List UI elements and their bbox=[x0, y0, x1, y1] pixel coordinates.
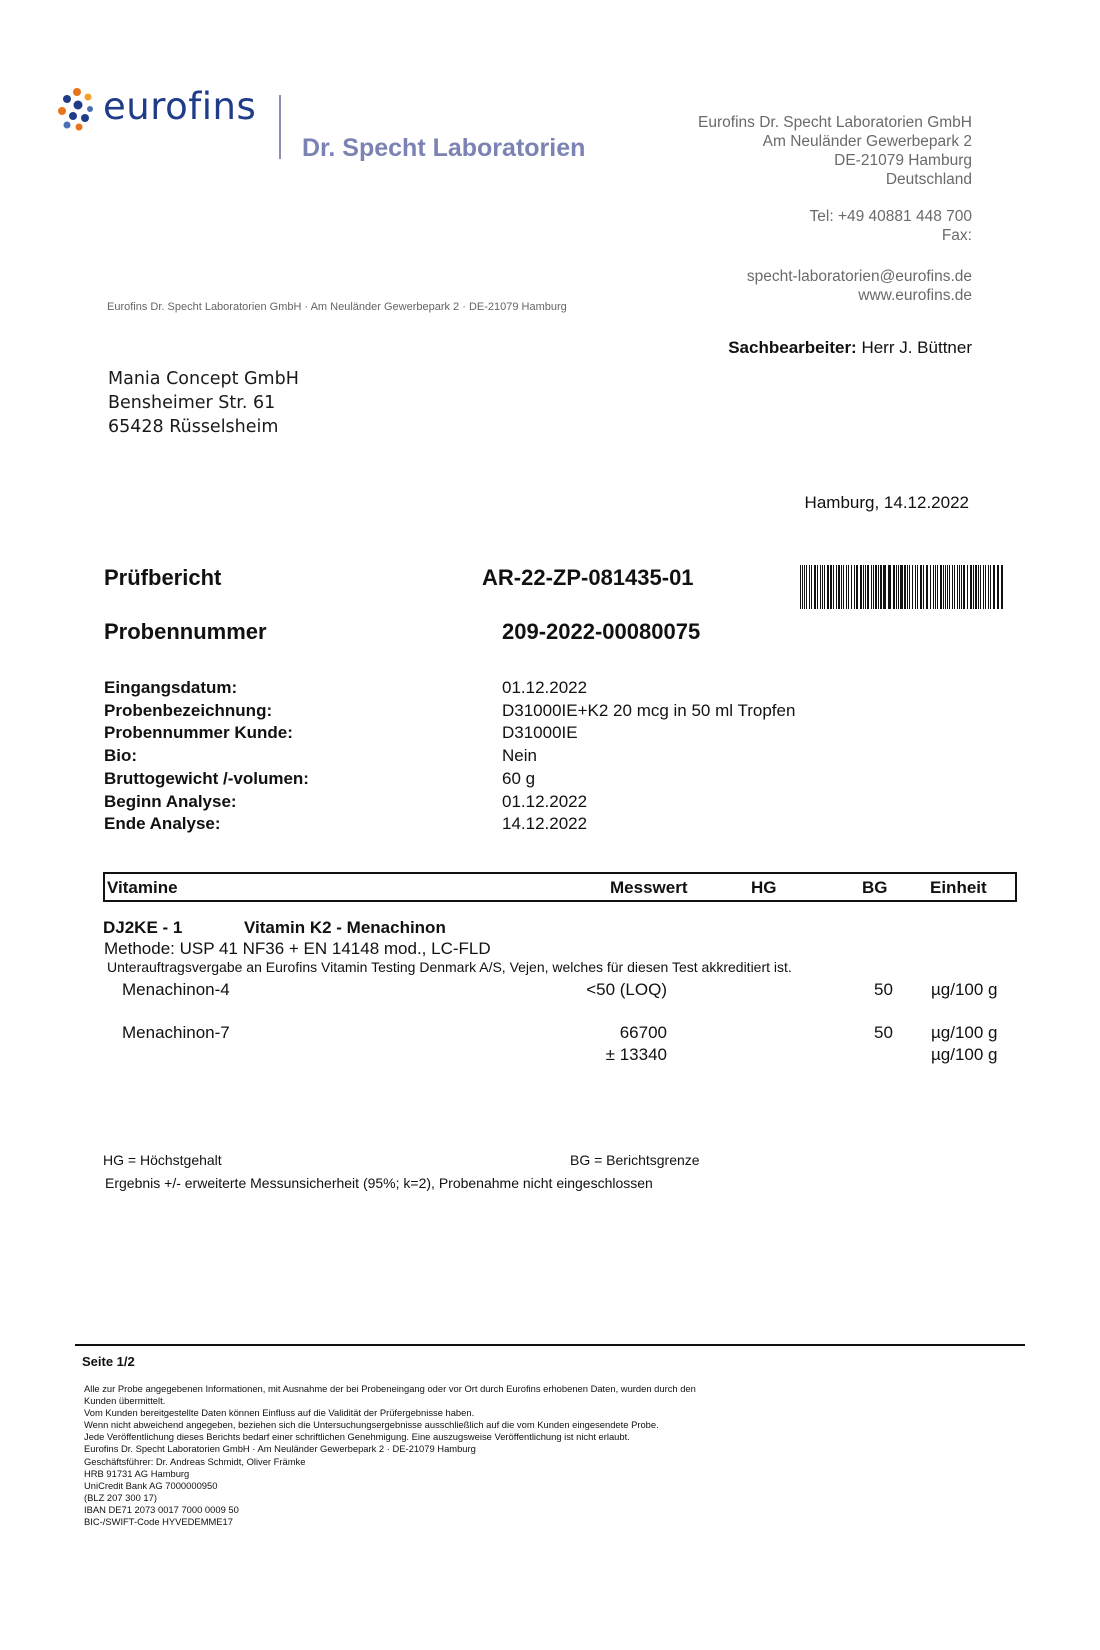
barcode-bar bbox=[865, 565, 866, 609]
company-tel: Tel: +49 40881 448 700 bbox=[809, 208, 972, 225]
barcode-bar bbox=[915, 565, 916, 609]
barcode-bar bbox=[961, 565, 962, 609]
barcode-bar bbox=[959, 565, 960, 609]
barcode-bar bbox=[841, 565, 842, 609]
barcode-bar bbox=[993, 565, 995, 609]
meta-key: Eingangsdatum: bbox=[104, 678, 238, 697]
company-street: Am Neuländer Gewerbepark 2 bbox=[762, 133, 972, 150]
barcode-bar bbox=[952, 565, 953, 609]
barcode-bar bbox=[963, 565, 965, 609]
header-messwert: Messwert bbox=[610, 878, 688, 897]
barcode-bar bbox=[873, 565, 874, 609]
table-row-name: Menachinon-7 bbox=[122, 1023, 230, 1042]
barcode-bar bbox=[860, 565, 862, 609]
disclaimer-line: (BLZ 207 300 17) bbox=[84, 1491, 157, 1503]
meta-value: 01.12.2022 bbox=[502, 678, 588, 697]
case-officer-label: Sachbearbeiter: bbox=[728, 338, 857, 357]
barcode-bar bbox=[954, 565, 955, 609]
barcode-bar bbox=[957, 565, 958, 609]
barcode-bar bbox=[820, 565, 821, 609]
barcode-bar bbox=[912, 565, 913, 609]
logo-wordmark: eurofins bbox=[103, 85, 257, 128]
barcode-bar bbox=[947, 565, 948, 609]
disclaimer-line: BIC-/SWIFT-Code HYVEDEMME17 bbox=[84, 1516, 233, 1528]
meta-row bbox=[104, 791, 795, 814]
barcode-bar bbox=[867, 565, 869, 609]
barcode-image bbox=[800, 565, 1006, 609]
barcode-bar bbox=[848, 565, 849, 609]
table-row-bg: 50 bbox=[874, 1023, 893, 1042]
meta-value: 14.12.2022 bbox=[502, 814, 588, 834]
recipient-street: Bensheimer Str. 61 bbox=[108, 393, 276, 413]
sender-return-line: Eurofins Dr. Specht Laboratorien GmbH · Am Neuländer Gewerbepark 2 · DE-21079 Hamburg bbox=[107, 301, 567, 313]
barcode-bar bbox=[923, 565, 924, 609]
barcode-bar bbox=[1001, 565, 1003, 609]
barcode-bar bbox=[949, 565, 950, 609]
disclaimer-line: Vom Kunden bereitgestellte Daten können Einfluss auf die Validität der Prüfergebnisse haben. bbox=[84, 1407, 475, 1419]
barcode-bar bbox=[935, 565, 936, 609]
barcode-bar bbox=[838, 565, 840, 609]
barcode-bar bbox=[800, 565, 801, 609]
barcode-bar bbox=[827, 565, 829, 609]
meta-value: 01.12.2022 bbox=[502, 791, 588, 811]
barcode-bar bbox=[833, 565, 834, 609]
barcode-bar bbox=[926, 565, 928, 609]
meta-value: 60 g bbox=[502, 768, 536, 788]
company-city: DE-21079 Hamburg bbox=[834, 152, 972, 169]
company-country: Deutschland bbox=[885, 171, 972, 188]
barcode-bar bbox=[930, 565, 931, 609]
uncertainty-note: Ergebnis +/- erweiterte Messunsicherheit (95%; k=2), Probenahme nicht eingeschlossen bbox=[105, 1175, 653, 1191]
report-number: AR-22-ZP-081435-01 bbox=[482, 565, 694, 590]
sample-number: 209-2022-00080075 bbox=[502, 619, 701, 644]
table-row-bg: 50 bbox=[874, 980, 893, 999]
recipient-city: 65428 Rüsselsheim bbox=[108, 417, 279, 437]
table-row-unit: µg/100 g bbox=[931, 980, 998, 999]
company-address-block bbox=[698, 113, 972, 305]
barcode-bar bbox=[933, 565, 934, 609]
barcode-bar bbox=[806, 565, 807, 609]
case-officer-value: Herr J. Büttner bbox=[861, 338, 972, 357]
barcode-bar bbox=[875, 565, 877, 609]
document-date: Hamburg, 14.12.2022 bbox=[804, 493, 969, 512]
recipient-address bbox=[108, 367, 299, 439]
disclaimer-line: Eurofins Dr. Specht Laboratorien GmbH · Am Neuländer Gewerbepark 2 · DE-21079 Hamburg bbox=[84, 1443, 476, 1455]
barcode-bar bbox=[973, 565, 974, 609]
meta-value: D31000IE bbox=[502, 723, 578, 743]
barcode-bar bbox=[836, 565, 837, 609]
barcode-bar bbox=[970, 565, 972, 609]
meta-row bbox=[104, 745, 795, 768]
table-row-unit: µg/100 g bbox=[931, 1023, 998, 1042]
header-bg: BG bbox=[862, 878, 888, 897]
header-einheit: Einheit bbox=[930, 878, 987, 897]
barcode-bar bbox=[863, 565, 864, 609]
barcode-bar bbox=[943, 565, 944, 609]
barcode-bar bbox=[851, 565, 852, 609]
meta-key: Beginn Analyse: bbox=[104, 791, 237, 811]
barcode-bar bbox=[817, 565, 818, 609]
disclaimer-line: Jede Veröffentlichung dieses Berichts bedarf einer schriftlichen Genehmigung. Eine auszugsweise Veröffentlichung ist nicht erlaubt. bbox=[84, 1431, 630, 1443]
meta-value: D31000IE+K2 20 mcg in 50 ml Tropfen bbox=[502, 700, 796, 720]
barcode-bar bbox=[904, 565, 906, 609]
barcode-bar bbox=[920, 565, 922, 609]
table-row-value: 66700 bbox=[619, 1023, 667, 1042]
barcode-bar bbox=[900, 565, 903, 609]
barcode-bar bbox=[822, 565, 823, 609]
barcode-bar bbox=[824, 565, 825, 609]
analysis-method: Methode: USP 41 NF36 + EN 14148 mod., LC-FLD bbox=[104, 939, 491, 958]
meta-value: Nein bbox=[502, 746, 537, 766]
footer-divider bbox=[75, 1344, 1025, 1346]
results-table-header bbox=[103, 872, 1017, 902]
meta-key: Probenbezeichnung: bbox=[104, 700, 273, 720]
table-row-name: Menachinon-4 bbox=[122, 980, 230, 999]
barcode-bar bbox=[893, 565, 895, 609]
disclaimer-line: IBAN DE71 2073 0017 7000 0009 50 bbox=[84, 1503, 239, 1515]
meta-key: Probennummer Kunde: bbox=[104, 723, 293, 743]
case-officer bbox=[728, 338, 972, 358]
page-number: Seite 1/2 bbox=[82, 1354, 135, 1369]
barcode-bar bbox=[967, 565, 968, 609]
analysis-code: DJ2KE - 1 bbox=[103, 918, 183, 937]
logo-subbrand: Dr. Specht Laboratorien bbox=[302, 134, 586, 162]
disclaimer-line: Kunden übermittelt. bbox=[84, 1395, 166, 1407]
table-row-uncertainty-unit: µg/100 g bbox=[931, 1045, 998, 1064]
barcode-bar bbox=[975, 565, 977, 609]
barcode-bar bbox=[909, 565, 910, 609]
barcode-bar bbox=[843, 565, 844, 609]
sample-meta-list bbox=[104, 677, 795, 836]
barcode-bar bbox=[978, 565, 979, 609]
recipient-name: Mania Concept GmbH bbox=[108, 369, 299, 389]
barcode-bar bbox=[878, 565, 879, 609]
barcode-bar bbox=[980, 565, 981, 609]
header-hg: HG bbox=[751, 878, 777, 897]
legend-hg: HG = Höchstgehalt bbox=[103, 1152, 222, 1168]
disclaimer-line: Geschäftsführer: Dr. Andreas Schmidt, Oliver Främke bbox=[84, 1455, 306, 1467]
barcode-bar bbox=[896, 565, 897, 609]
barcode-bar bbox=[985, 565, 986, 609]
barcode-bar bbox=[871, 565, 872, 609]
barcode-bar bbox=[814, 565, 816, 609]
meta-key: Ende Analyse: bbox=[104, 814, 221, 834]
barcode-bar bbox=[940, 565, 942, 609]
table-row-value: <50 (LOQ) bbox=[586, 980, 667, 999]
table-row-uncertainty: ± 13340 bbox=[605, 1045, 667, 1064]
barcode-bar bbox=[983, 565, 984, 609]
disclaimer-line: UniCredit Bank AG 7000000950 bbox=[84, 1479, 218, 1491]
meta-row bbox=[104, 722, 795, 745]
barcode-bar bbox=[997, 565, 999, 609]
meta-key: Bio: bbox=[104, 746, 138, 766]
barcode-bar bbox=[846, 565, 847, 609]
barcode-bar bbox=[856, 565, 858, 609]
disclaimer-line: Wenn nicht abweichend angegeben, beziehen sich die Untersuchungsergebnisse ausschließlich auf die vom Kunden eingesendete Probe. bbox=[84, 1419, 659, 1431]
footer-disclaimer bbox=[84, 1383, 764, 1528]
barcode-bar bbox=[830, 565, 832, 609]
eurofins-logo-icon bbox=[57, 87, 97, 131]
meta-row bbox=[104, 768, 795, 791]
barcode-bar bbox=[880, 565, 882, 609]
analysis-title: Vitamin K2 - Menachinon bbox=[244, 918, 446, 937]
barcode-bar bbox=[854, 565, 855, 609]
company-email: specht-laboratorien@eurofins.de bbox=[746, 268, 972, 285]
company-name: Eurofins Dr. Specht Laboratorien GmbH bbox=[698, 114, 972, 131]
company-web: www.eurofins.de bbox=[858, 287, 972, 304]
barcode-bar bbox=[811, 565, 812, 609]
barcode-bar bbox=[988, 565, 989, 609]
disclaimer-line: Alle zur Probe angegebenen Informationen, mit Ausnahme der bei Probeneingang oder vor Ort durch Eurofins erhobenen Daten, wurden durch den bbox=[84, 1383, 696, 1394]
barcode-bar bbox=[907, 565, 908, 609]
meta-row bbox=[104, 813, 795, 836]
barcode-bar bbox=[898, 565, 899, 609]
logo-divider bbox=[279, 95, 281, 159]
disclaimer-line: HRB 91731 AG Hamburg bbox=[84, 1467, 190, 1479]
company-fax: Fax: bbox=[941, 227, 972, 244]
barcode-bar bbox=[804, 565, 805, 609]
barcode-bar bbox=[945, 565, 946, 609]
sample-label: Probennummer bbox=[104, 619, 267, 644]
barcode-bar bbox=[809, 565, 810, 609]
barcode-bar bbox=[917, 565, 918, 609]
barcode-bar bbox=[990, 565, 991, 609]
barcode-bar bbox=[888, 565, 891, 609]
barcode-bar bbox=[883, 565, 886, 609]
barcode-bar bbox=[937, 565, 938, 609]
meta-row bbox=[104, 677, 795, 700]
report-label: Prüfbericht bbox=[104, 565, 222, 590]
meta-row bbox=[104, 700, 795, 723]
barcode-bar bbox=[802, 565, 803, 609]
meta-key: Bruttogewicht /-volumen: bbox=[104, 768, 309, 788]
legend-bg: BG = Berichtsgrenze bbox=[570, 1152, 700, 1168]
header-group: Vitamine bbox=[107, 878, 178, 897]
subcontract-note: Unterauftragsvergabe an Eurofins Vitamin Testing Denmark A/S, Vejen, welches für diesen Test akkreditiert ist. bbox=[107, 959, 792, 975]
